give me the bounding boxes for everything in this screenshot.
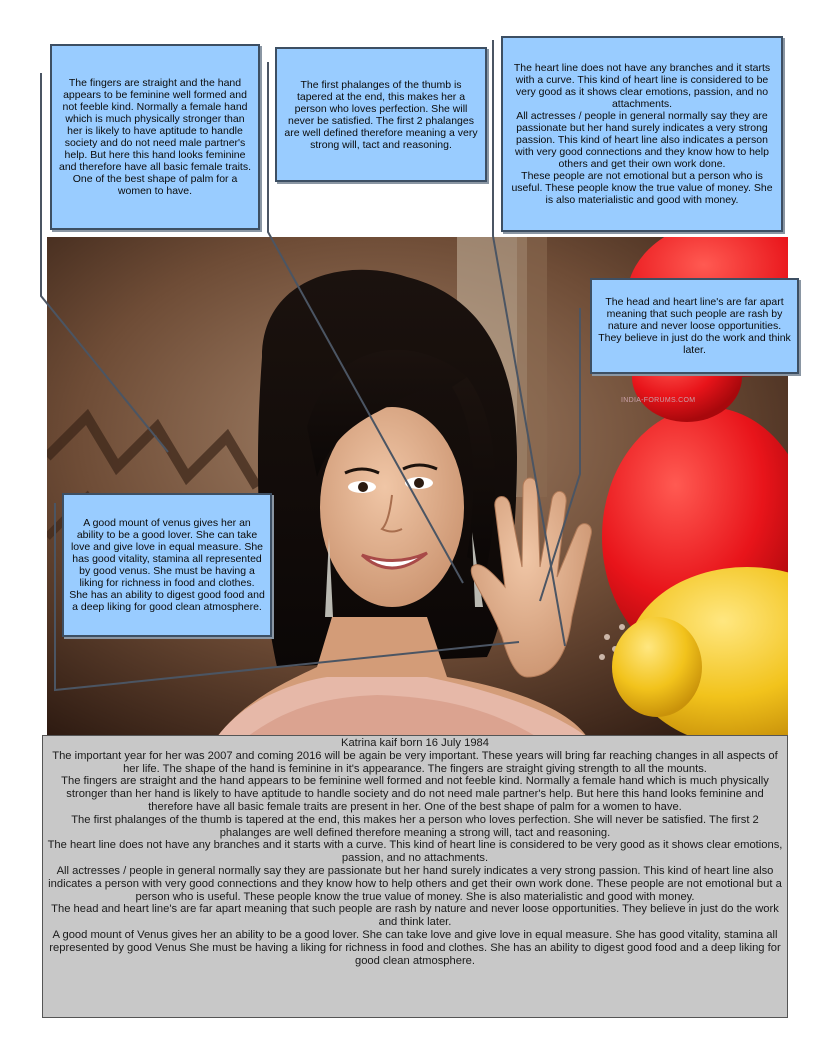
callout-venus-text: A good mount of venus gives her an ability to be a good lover. She can take love and give love in equal measure. She has good vitality, stamina all represented by good venus. She must be having a liking for richness in food and clothes. She has an ability to digest good food and a deep liking for good clean atmosphere. xyxy=(69,517,265,613)
summary-heading: Katrina kaif born 16 July 1984 xyxy=(340,737,490,749)
watermark-text: INDIA-FORUMS.COM xyxy=(621,397,696,404)
callout-fingers-text: The fingers are straight and the hand appears to be feminine well formed and not feeble kind. Normally a female hand which is much physically stronger than her is likely to have aptitude to handle society and do not need male partner's help. But here this hand looks feminine and therefore have all basic female traits. One of the best shape of palm for a women to have. xyxy=(58,77,252,197)
summary-paragraph-2: The fingers are straight and the hand appears to be feminine well formed and not feeble kind. Normally a female hand which is much physically stronger than her hand is likely to have aptitude to handle society and do not need male partner's help. But here this hand looks feminine and therefore have all basic female traits are present in her. One of the best shape of palm for a women to have. xyxy=(61,775,769,813)
callout-thumb xyxy=(275,47,487,182)
callout-fingers xyxy=(50,44,260,230)
summary-paragraph-4: The heart line does not have any branches and it starts with a curve. This kind of heart line is considered to be very good as it shows clear emotions, passion, and no attachments. xyxy=(47,839,783,865)
summary-paragraph-3: The first phalanges of the thumb is tapered at the end, this makes her a person who loves perfection. She will never be satisfied. The first 2 phalanges are well defined therefore meaning a strong will, tact and reasoning. xyxy=(71,813,759,839)
connector-head-heart xyxy=(540,308,580,601)
callout-heart-line-text-1: The heart line does not have any branches and it starts with a curve. This kind of heart line is considered to be very good as it shows clear emotions, passion, and no attachments. xyxy=(513,62,771,110)
summary-paragraph-7: A good mount of Venus gives her an ability to be a good lover. She can take love and give love in equal measure. She has good vitality, stamina all represented by good Venus She must be having a liking for richness in food and clothes. She has an ability to digest good food and a deep liking for good clean atmosphere. xyxy=(49,928,781,967)
callout-thumb-text: The first phalanges of the thumb is tapered at the end, this makes her a person who loves perfection. She will never be satisfied. The first 2 phalanges are well defined therefore meaning a very strong will, tact and reasoning. xyxy=(284,78,478,151)
callout-heart-line-text-3: These people are not emotional but a person who is useful. These people know the true value of money. She is also materialistic and good with money. xyxy=(511,170,773,206)
callout-heart-line-text-2: All actresses / people in general normally say they are passionate but her hand surely indicates a very strong passion. This kind of heart line also indicates a person with very good connections and they know how to help others and get their own work done. xyxy=(515,110,769,170)
callout-venus xyxy=(62,493,272,637)
summary-box xyxy=(42,735,788,1018)
summary-paragraph-5: All actresses / people in general normally say they are passionate but her hand surely indicates a very strong passion. This kind of heart line also indicates a person with very good connections and they know how to help others and get their own work done. These people are not emotional but a person who is useful. These people know the true value of money. She is also materialistic and good with money. xyxy=(48,864,782,903)
summary-paragraph-1: The important year for her was 2007 and coming 2016 will be again be very important. These years will bring far reaching changes in all aspects of her life. The shape of the hand is feminine in it's appearance. The fingers are straight giving strength to all the mounts. xyxy=(52,749,778,775)
callout-head-heart-text: The head and heart line's are far apart meaning that such people are rash by nature and never loose opportunities. They believe in just do the work and think later. xyxy=(598,296,791,356)
callout-heart-line xyxy=(501,36,783,232)
callout-head-heart xyxy=(590,278,799,374)
summary-paragraph-6: The head and heart line's are far apart meaning that such people are rash by nature and never loose opportunities. They believe in just do the work and think later. xyxy=(51,903,779,929)
